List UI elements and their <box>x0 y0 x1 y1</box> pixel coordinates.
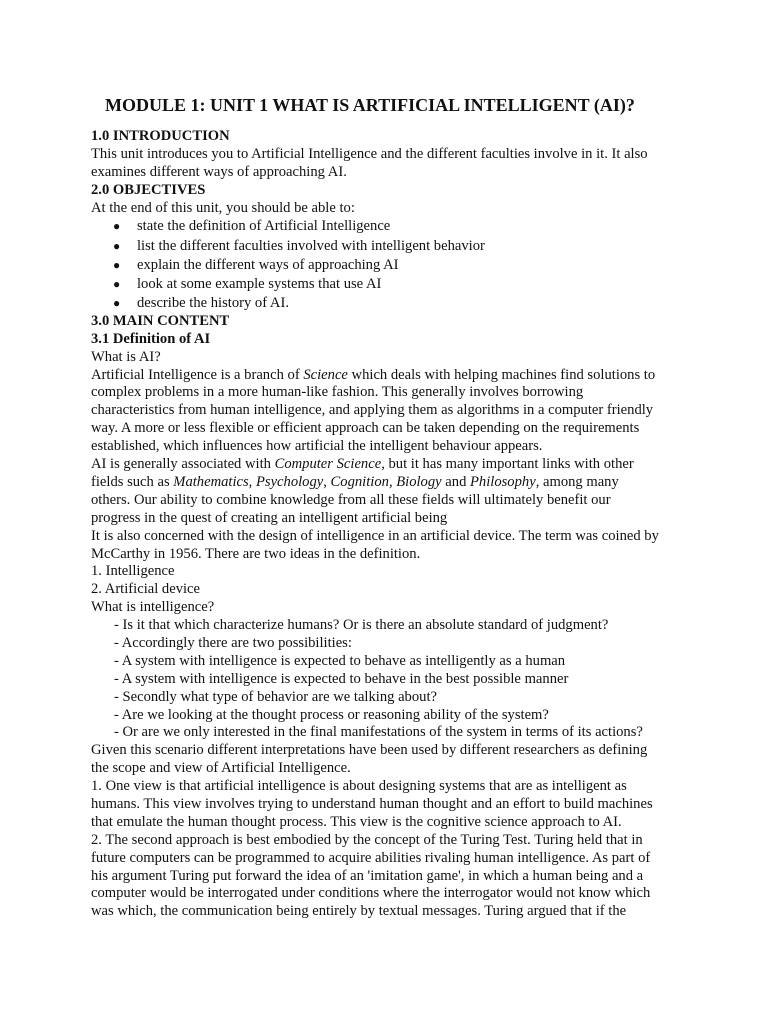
paragraph-line: Artificial Intelligence is a branch of Science which deals with helping machines find solutions to <box>91 366 656 383</box>
paragraph-line: the scope and view of Artificial Intelligence. <box>91 760 351 777</box>
heading-definition-of-ai: 3.1 Definition of AI <box>91 330 211 347</box>
heading-objectives: 2.0 OBJECTIVES <box>91 181 206 198</box>
dash-item: - Is it that which characterize humans? Or is there an absolute standard of judgment? <box>114 617 609 634</box>
paragraph-line: computer would be interrogated under conditions where the interrogator would not know which <box>91 885 651 902</box>
paragraph-line: complex problems in a more human-like fashion. This generally involves borrowing <box>91 384 584 401</box>
list-item: ● explain the different ways of approaching AI <box>137 256 691 275</box>
intro-line: examines different ways of approaching AI. <box>91 163 347 180</box>
paragraph-line: established, which influences how artificial the intelligent behaviour appears. <box>91 438 543 455</box>
dash-item: - Or are we only interested in the final manifestations of the system in terms of its actions? <box>114 724 643 741</box>
heading-main-content: 3.0 MAIN CONTENT <box>91 312 230 329</box>
bullet-icon: ● <box>113 276 121 291</box>
paragraph-line: way. A more or less flexible or efficient approach can be taken depending on the requirements <box>91 420 640 437</box>
bullet-icon: ● <box>113 219 121 234</box>
question-what-is-ai: What is AI? <box>91 348 161 365</box>
document-body <box>91 128 691 921</box>
intro-line: This unit introduces you to Artificial Intelligence and the different faculties involve in it. It also <box>91 145 648 162</box>
dash-item: - A system with intelligence is expected to behave as intelligently as a human <box>114 652 566 669</box>
paragraph-line: 1. One view is that artificial intelligence is about designing systems that are as intelligent as <box>91 778 627 795</box>
paragraph-line: It is also concerned with the design of intelligence in an artificial device. The term was coined by <box>91 527 659 544</box>
paragraph-line: 2. The second approach is best embodied by the concept of the Turing Test. Turing held that in <box>91 831 643 848</box>
paragraph-line: AI is generally associated with Computer Science, but it has many important links with other <box>91 456 634 473</box>
paragraph-line: that emulate the human thought process. This view is the cognitive science approach to AI. <box>91 813 622 830</box>
paragraph-line: others. Our ability to combine knowledge from all these fields will ultimately benefit our <box>91 491 611 508</box>
paragraph-line: future computers can be programmed to acquire abilities rivaling human intelligence. As part of <box>91 849 651 866</box>
paragraph-line: 2. Artificial device <box>91 581 201 598</box>
page-title: MODULE 1: UNIT 1 WHAT IS ARTIFICIAL INTELLIGENT (AI)? <box>105 95 635 115</box>
objectives-list <box>91 217 691 312</box>
bullet-icon: ● <box>113 238 121 253</box>
bullet-icon: ● <box>113 257 121 272</box>
paragraph-line: his argument Turing put forward the idea of an 'imitation game', in which a human being and a <box>91 867 644 884</box>
dash-item: - A system with intelligence is expected to behave in the best possible manner <box>114 670 569 687</box>
paragraph-line: fields such as Mathematics, Psychology, Cognition, Biology and Philosophy, among many <box>91 473 619 490</box>
list-item: ● describe the history of AI. <box>137 294 691 313</box>
dash-item: - Secondly what type of behavior are we talking about? <box>114 688 437 705</box>
list-item: ● look at some example systems that use AI <box>137 275 691 294</box>
bullet-icon: ● <box>113 295 121 310</box>
paragraph-line: What is intelligence? <box>91 599 215 616</box>
paragraph-line: progress in the quest of creating an intelligent artificial being <box>91 509 448 526</box>
heading-introduction: 1.0 INTRODUCTION <box>91 128 230 144</box>
list-item: ● list the different faculties involved with intelligent behavior <box>137 237 691 256</box>
paragraph-line: McCarthy in 1956. There are two ideas in the definition. <box>91 545 421 562</box>
paragraph-line: Given this scenario different interpretations have been used by different researchers as defining <box>91 742 648 759</box>
paragraph-line: 1. Intelligence <box>91 563 175 580</box>
paragraph-line: humans. This view involves trying to understand human thought and an effort to build machines <box>91 795 653 812</box>
dash-item: - Accordingly there are two possibilities: <box>114 634 352 651</box>
dash-item: - Are we looking at the thought process or reasoning ability of the system? <box>114 706 549 723</box>
paragraph-line: was which, the communication being entirely by textual messages. Turing argued that if the <box>91 903 627 920</box>
list-item: ● state the definition of Artificial Intelligence <box>137 217 691 236</box>
objectives-lead: At the end of this unit, you should be able to: <box>91 199 355 216</box>
paragraph-line: characteristics from human intelligence, and applying them as algorithms in a computer friendly <box>91 402 654 419</box>
